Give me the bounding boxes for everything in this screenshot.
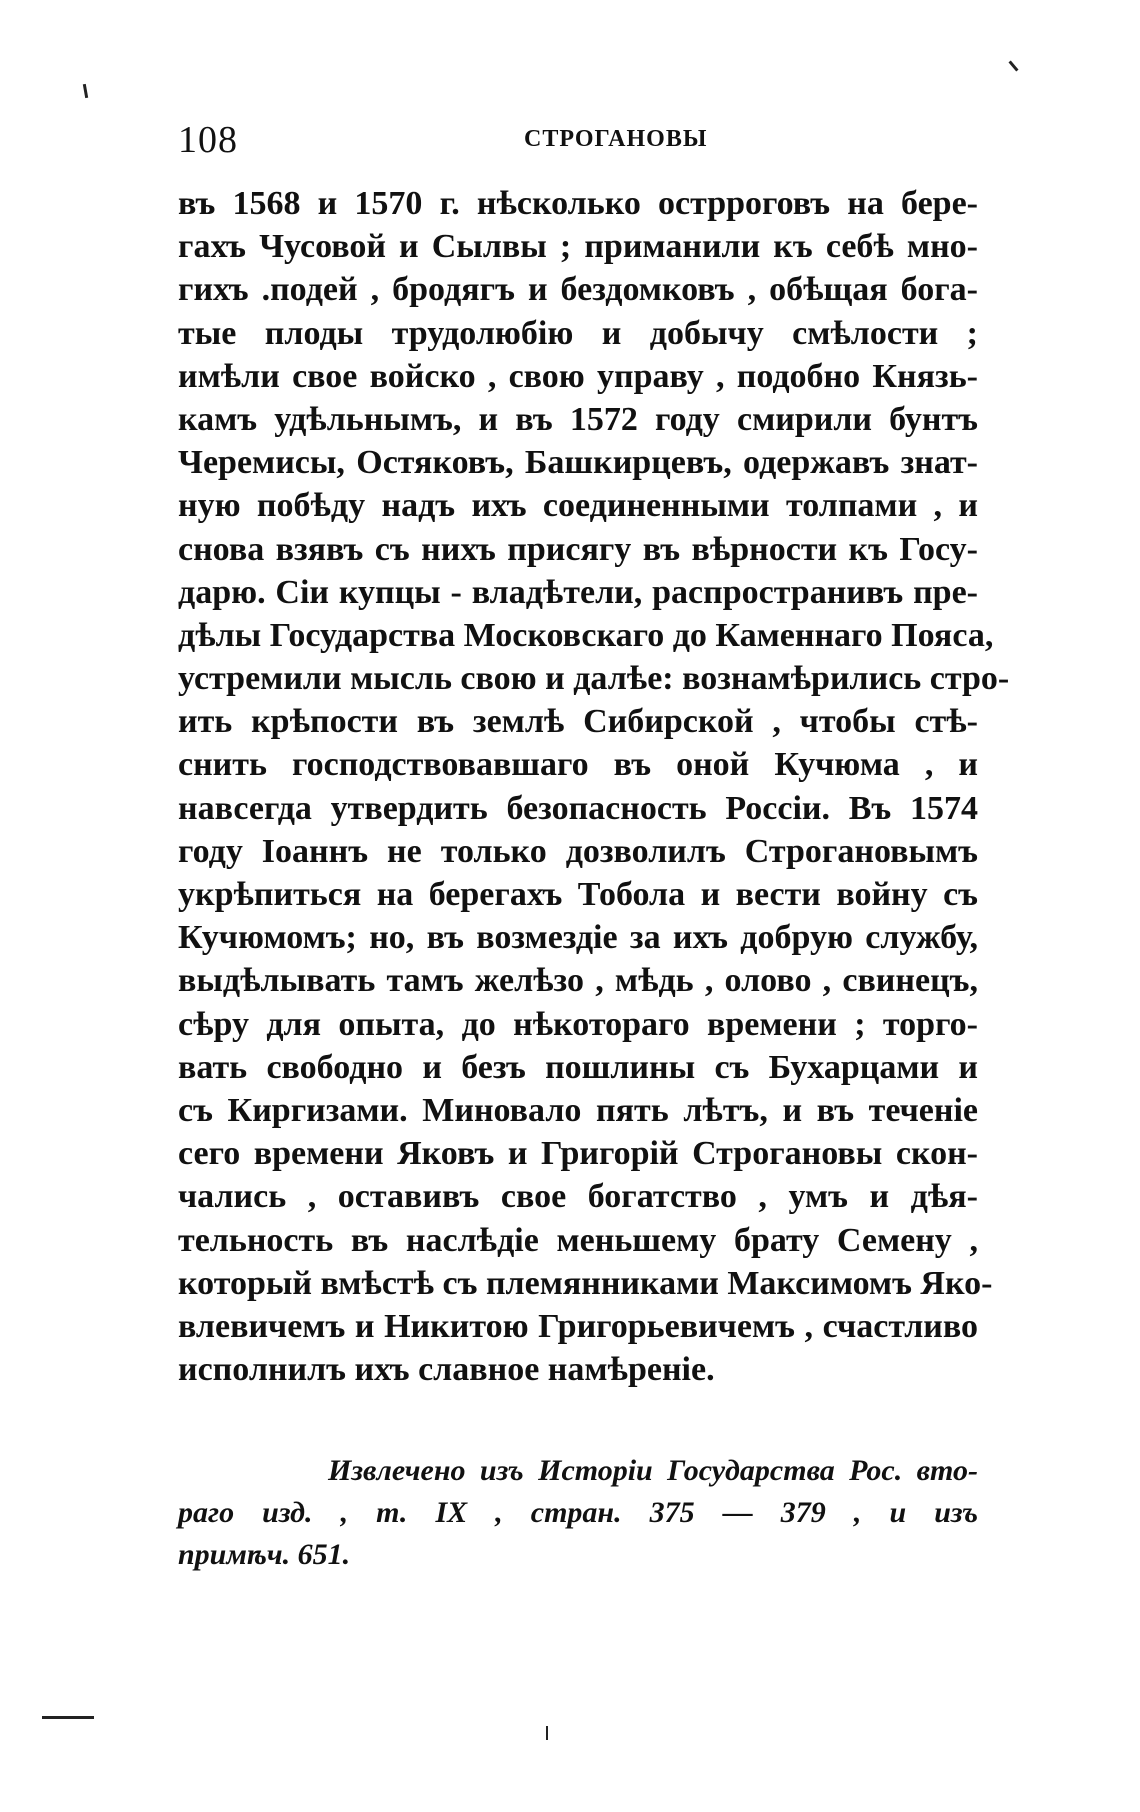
text-line: снить господствовавшаго въ оной Кучюма , и — [178, 746, 978, 784]
text-line: камъ удѣльнымъ, и въ 1572 году смирили бунтъ — [178, 400, 978, 438]
source-note — [178, 1450, 978, 1576]
scan-mark-bottom-left — [42, 1716, 94, 1719]
running-head — [178, 118, 998, 168]
text-line: съ Киргизами. Миновало пять лѣтъ, и въ теченіе — [178, 1091, 978, 1129]
text-line: выдѣлывать тамъ желѣзо , мѣдь , олово , свинецъ, — [178, 962, 978, 1000]
text-line: который вмѣстѣ съ племянниками Максимомъ Яко- — [178, 1264, 993, 1302]
text-line: имѣли свое войско , свою управу , подобно Князь- — [178, 357, 978, 395]
text-line: гихъ .подей , бродягъ и бездомковъ , обѣщая бога- — [178, 271, 978, 309]
text-line: устремили мысль свою и далѣе: вознамѣрились стро- — [178, 660, 1010, 698]
scan-mark-top-right — [1008, 60, 1018, 71]
text-line: дарю. Сіи купцы - владѣтели, распространивъ пре- — [178, 573, 978, 611]
text-line: въ 1568 и 1570 г. нѣсколько острроговъ на бере- — [178, 185, 978, 222]
text-line: укрѣпиться на берегахъ Тобола и вести войну съ — [178, 876, 978, 913]
source-note-line: Извлечено изъ Исторіи Государства Рос. вто- — [328, 1454, 978, 1487]
text-line: навсегда утвердить безопасность Россіи. Въ 1574 — [178, 789, 978, 827]
scan-mark-bottom-center — [546, 1726, 548, 1740]
text-line: влевичемъ и Никитою Григорьевичемъ , счастливо — [178, 1307, 978, 1345]
page-number: 108 — [178, 119, 238, 161]
text-line: году Іоаннъ не только дозволилъ Строгановымъ — [178, 832, 978, 870]
text-line: Черемисы, Остяковъ, Башкирцевъ, одержавъ знат- — [178, 444, 978, 482]
text-line: чались , оставивъ свое богатство , умъ и дѣя- — [178, 1178, 978, 1216]
body-text — [178, 182, 1010, 1391]
source-note-line: примѣч. 651. — [178, 1538, 351, 1571]
text-line: вать свободно и безъ пошлины съ Бухарцами и — [178, 1048, 978, 1086]
text-line: гахъ Чусовой и Сылвы ; приманили къ себѣ мно- — [178, 228, 978, 266]
text-line: сего времени Яковъ и Григорій Строгановы скон- — [178, 1135, 978, 1173]
text-line: тельность въ наслѣдіе меньшему брату Семену , — [178, 1221, 978, 1259]
text-line: сѣру для опыта, до нѣкотораго времени ; торго- — [178, 1005, 978, 1043]
text-line: ную побѣду надъ ихъ соединенными толпами , и — [178, 487, 978, 525]
text-line: дѣлы Государства Московскаго до Каменнаго Пояса, — [178, 616, 994, 654]
text-line: снова взявъ съ нихъ присягу въ вѣрности къ Госу- — [178, 530, 978, 568]
text-line-last: исполнилъ ихъ славное намѣреніе. — [178, 1351, 715, 1389]
scan-mark-top-left — [83, 84, 88, 98]
running-title: СТРОГАНОВЫ — [524, 126, 708, 152]
text-line: тые плоды трудолюбію и добычу смѣлости ; — [178, 314, 978, 352]
text-line: Кучюмомъ; но, въ возмездіе за ихъ добрую службу, — [178, 919, 978, 957]
text-line: ить крѣпости въ землѣ Сибирской , чтобы стѣ- — [178, 703, 978, 741]
source-note-line: раго изд. , т. IX , стран. 375 — 379 , и изъ — [178, 1496, 978, 1529]
